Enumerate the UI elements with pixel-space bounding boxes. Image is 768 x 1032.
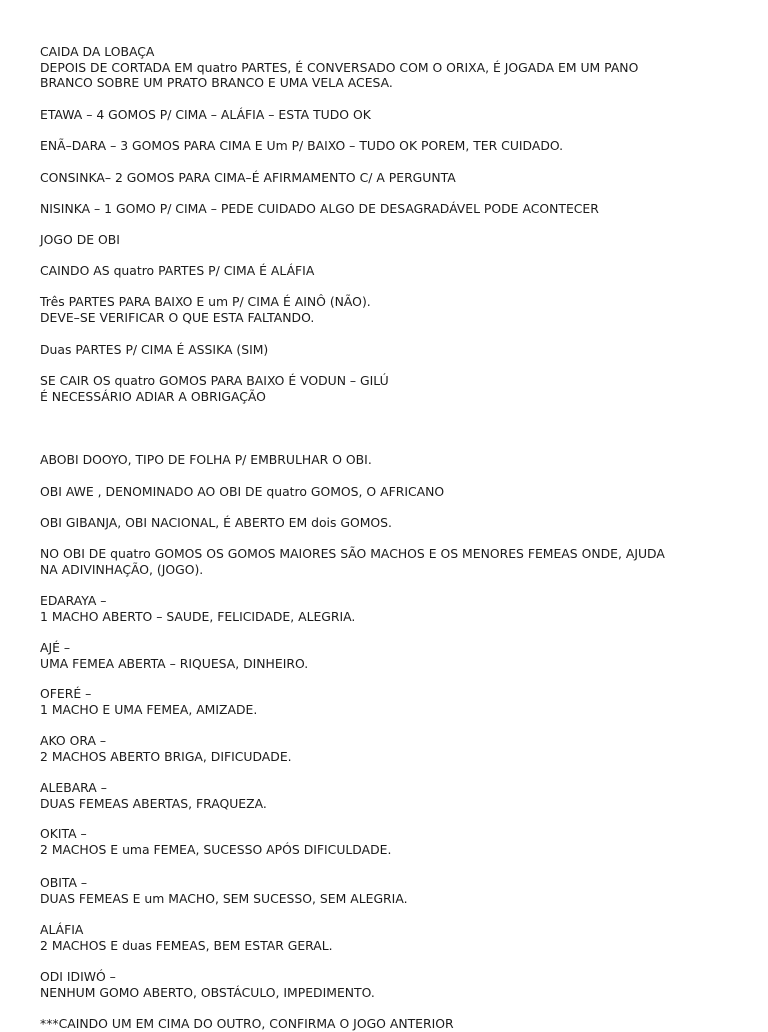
text-line: AJÉ – xyxy=(40,640,71,655)
text-line: ODI IDIWÓ – xyxy=(40,969,116,984)
text-line: NISINKA – 1 GOMO P/ CIMA – PEDE CUIDADO ALGO DE DESAGRADÁVEL PODE ACONTECER xyxy=(40,201,599,216)
text-line: ETAWA – 4 GOMOS P/ CIMA – ALÁFIA – ESTA TUDO OK xyxy=(40,107,371,122)
paragraph xyxy=(40,170,730,186)
paragraph xyxy=(40,263,730,279)
paragraph xyxy=(40,593,730,624)
paragraph xyxy=(40,733,730,764)
text-line: DEPOIS DE CORTADA EM quatro PARTES, É CONVERSADO COM O ORIXA, É JOGADA EM UM PANO xyxy=(40,59,639,75)
text-line: DUAS FEMEAS E um MACHO, SEM SUCESSO, SEM ALEGRIA. xyxy=(40,890,408,906)
text-line: OBI AWE , DENOMINADO AO OBI DE quatro GOMOS, O AFRICANO xyxy=(40,484,445,499)
text-line: Três PARTES PARA BAIXO E um P/ CIMA É AINÔ (NÃO). xyxy=(40,294,371,309)
text-line: CONSINKA– 2 GOMOS PARA CIMA–É AFIRMAMENTO C/ A PERGUNTA xyxy=(40,170,456,185)
text-line: EDARAYA – xyxy=(40,593,107,608)
text-line: NENHUM GOMO ABERTO, OBSTÁCULO, IMPEDIMENTO. xyxy=(40,984,375,1000)
paragraph xyxy=(40,922,730,953)
paragraph xyxy=(40,826,730,857)
paragraph xyxy=(40,232,730,248)
text-line: OBITA – xyxy=(40,875,88,890)
paragraph xyxy=(40,546,730,577)
text-line: 2 MACHOS E uma FEMEA, SUCESSO APÓS DIFICULDADE. xyxy=(40,841,392,857)
text-line: JOGO DE OBI xyxy=(40,232,120,247)
paragraph xyxy=(40,138,730,154)
text-line: 1 MACHO ABERTO – SAUDE, FELICIDADE, ALEGRIA. xyxy=(40,608,356,624)
paragraph xyxy=(40,342,730,358)
text-line: OKITA – xyxy=(40,826,87,841)
text-line: CAIDA DA LOBAÇA xyxy=(40,44,155,59)
text-line: BRANCO SOBRE UM PRATO BRANCO E UMA VELA ACESA. xyxy=(40,75,393,91)
paragraph xyxy=(40,44,730,91)
text-line: UMA FEMEA ABERTA – RIQUESA, DINHEIRO. xyxy=(40,655,309,671)
text-line: OFERÉ – xyxy=(40,686,92,701)
text-line: SE CAIR OS quatro GOMOS PARA BAIXO É VODUN – GILÚ xyxy=(40,373,389,388)
text-line: ***CAINDO UM EM CIMA DO OUTRO, CONFIRMA O JOGO ANTERIOR xyxy=(40,1016,454,1031)
paragraph xyxy=(40,875,730,906)
paragraph xyxy=(40,201,730,217)
text-line: ENÃ–DARA – 3 GOMOS PARA CIMA E Um P/ BAIXO – TUDO OK POREM, TER CUIDADO. xyxy=(40,138,564,153)
paragraph xyxy=(40,452,730,468)
text-line: 2 MACHOS ABERTO BRIGA, DIFICUDADE. xyxy=(40,748,292,764)
text-line: OBI GIBANJA, OBI NACIONAL, É ABERTO EM dois GOMOS. xyxy=(40,515,392,530)
text-line: NA ADIVINHAÇÃO, (JOGO). xyxy=(40,561,204,577)
paragraph xyxy=(40,780,730,811)
text-line: Duas PARTES P/ CIMA É ASSIKA (SIM) xyxy=(40,342,269,357)
paragraph xyxy=(40,107,730,123)
paragraph xyxy=(40,686,730,717)
paragraph xyxy=(40,294,730,325)
paragraph xyxy=(40,640,730,671)
text-line: DUAS FEMEAS ABERTAS, FRAQUEZA. xyxy=(40,795,267,811)
paragraph xyxy=(40,969,730,1000)
paragraph xyxy=(40,484,730,500)
text-line: ALÁFIA xyxy=(40,922,84,937)
text-line: 1 MACHO E UMA FEMEA, AMIZADE. xyxy=(40,701,258,717)
text-line: É NECESSÁRIO ADIAR A OBRIGAÇÃO xyxy=(40,388,266,404)
text-line: AKO ORA – xyxy=(40,733,107,748)
text-line: ABOBI DOOYO, TIPO DE FOLHA P/ EMBRULHAR O OBI. xyxy=(40,452,372,467)
text-line: CAINDO AS quatro PARTES P/ CIMA É ALÁFIA xyxy=(40,263,315,278)
text-line: ALEBARA – xyxy=(40,780,107,795)
text-line: 2 MACHOS E duas FEMEAS, BEM ESTAR GERAL. xyxy=(40,937,333,953)
paragraph xyxy=(40,373,730,404)
text-line: NO OBI DE quatro GOMOS OS GOMOS MAIORES SÃO MACHOS E OS MENORES FEMEAS ONDE, AJUDA xyxy=(40,546,665,561)
paragraph xyxy=(40,515,730,531)
text-line: DEVE–SE VERIFICAR O QUE ESTA FALTANDO. xyxy=(40,309,315,325)
